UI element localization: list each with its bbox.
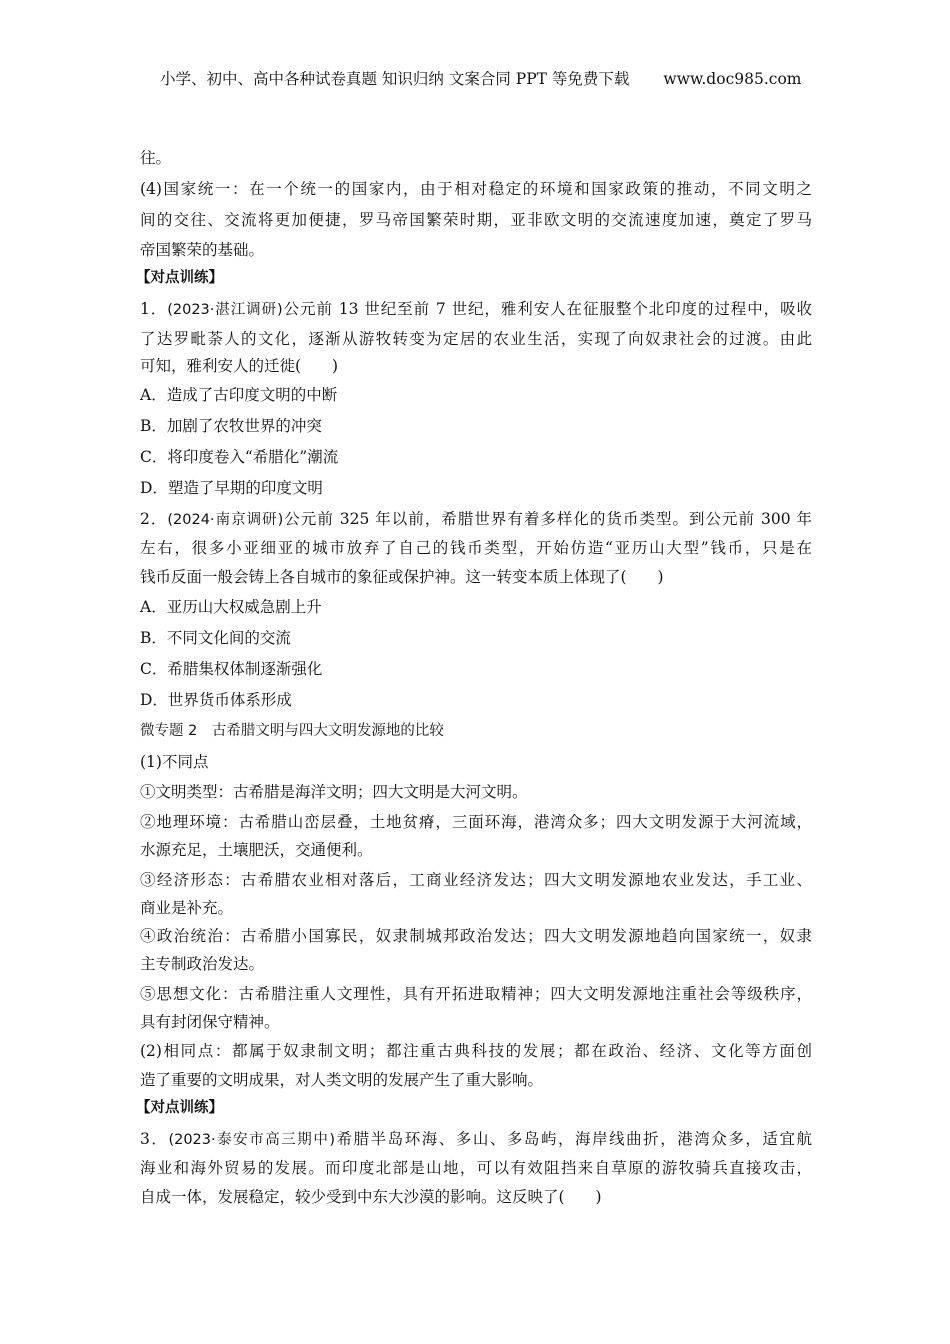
question-source: (2023·泰安市高三期中) bbox=[168, 1132, 336, 1148]
header-url: www.doc985.com bbox=[663, 70, 802, 88]
practice-heading: 【对点训练】 bbox=[136, 270, 223, 286]
text-line: ②地理环境：古希腊山峦层叠，土地贫瘠，三面环海，港湾众多；四大文明发源于大河流域， bbox=[140, 813, 812, 831]
text-line: 公元前 13 世纪至前 7 世纪，雅利安人在征服整个北印度的过程中，吸收 bbox=[282, 300, 812, 318]
text-line: 间的交往、交流将更加便捷，罗马帝国繁荣时期，亚非欧文明的交流速度加速，奠定了罗马 bbox=[140, 211, 812, 229]
text-line: 海业和海外贸易的发展。而印度北部是山地，可以有效阻挡来自草原的游牧骑兵直接攻击， bbox=[140, 1159, 812, 1177]
option-a: A．亚历山大权威急剧上升 bbox=[140, 598, 322, 616]
text-line: 主专制政治发达。 bbox=[140, 955, 265, 973]
text-line: 公元前 325 年以前，希腊世界有着多样化的货币类型。到公元前 300 年 bbox=[283, 510, 812, 528]
text-line: 帝国繁荣的基础。 bbox=[140, 241, 265, 259]
topic-title: 微专题 2 古希腊文明与四大文明发源地的比较 bbox=[140, 723, 444, 739]
question-1 bbox=[140, 298, 812, 320]
text-line: ③经济形态：古希腊农业相对落后，工商业经济发达；四大文明发源地农业发达，手工业、 bbox=[140, 871, 812, 889]
option-c: C．将印度卷入“希腊化”潮流 bbox=[140, 448, 339, 466]
text-line: ⑤思想文化：古希腊注重人文理性，具有开拓进取精神；四大文明发源地注重社会等级秩序， bbox=[140, 985, 812, 1003]
option-d: D．塑造了早期的印度文明 bbox=[140, 479, 323, 497]
question-source: (2024·南京调研) bbox=[167, 512, 284, 528]
question-number: 3． bbox=[140, 1130, 169, 1148]
text-line: 具有封闭保守精神。 bbox=[140, 1013, 280, 1031]
option-b: B．加剧了农牧世界的冲突 bbox=[140, 417, 322, 435]
text-line: 自成一体，发展稳定，较少受到中东大沙漠的影响。这反映了( ) bbox=[140, 1188, 602, 1206]
text-line: 钱币反面一般会铸上各自城市的象征或保护神。这一转变本质上体现了( ) bbox=[140, 568, 664, 586]
text-line: 造了重要的文明成果，对人类文明的发展产生了重大影响。 bbox=[140, 1071, 544, 1089]
question-2 bbox=[140, 508, 812, 530]
text-line: 了达罗毗荼人的文化，逐渐从游牧转变为定居的农业生活，实现了向奴隶社会的过渡。由此 bbox=[140, 330, 812, 348]
page-header bbox=[160, 68, 801, 90]
option-d: D．世界货币体系形成 bbox=[140, 691, 292, 709]
practice-heading: 【对点训练】 bbox=[136, 1100, 223, 1116]
header-text: 小学、初中、高中各种试卷真题 知识归纳 文案合同 PPT 等免费下载 bbox=[160, 70, 630, 88]
option-b: B．不同文化间的交流 bbox=[140, 629, 291, 647]
question-3 bbox=[140, 1128, 812, 1150]
text-line: ④政治统治：古希腊小国寡民，奴隶制城邦政治发达；四大文明发源地趋向国家统一，奴隶 bbox=[140, 927, 812, 945]
section-heading: (1)不同点 bbox=[140, 753, 209, 771]
option-a: A．造成了古印度文明的中断 bbox=[140, 386, 338, 404]
text-line: 商业是补充。 bbox=[140, 899, 234, 917]
text-line: 左右，很多小亚细亚的城市放弃了自己的钱币类型，开始仿造“亚历山大型”钱币，只是在 bbox=[140, 539, 812, 557]
question-number: 2． bbox=[140, 510, 168, 528]
text-line: 往。 bbox=[140, 149, 172, 167]
text-line: 希腊半岛环海、多山、多岛屿，海岸线曲折，港湾众多，适宜航 bbox=[335, 1130, 812, 1148]
text-line: ①文明类型：古希腊是海洋文明；四大文明是大河文明。 bbox=[140, 783, 528, 801]
text-line: (2)相同点：都属于奴隶制文明；都注重古典科技的发展；都在政治、经济、文化等方面创 bbox=[140, 1042, 812, 1060]
text-line: 可知，雅利安人的迁徙( ) bbox=[140, 357, 339, 375]
question-number: 1． bbox=[140, 300, 168, 318]
text-line: (4)国家统一：在一个统一的国家内，由于相对稳定的环境和国家政策的推动，不同文明之 bbox=[140, 180, 812, 198]
text-line: 水源充足，土壤肥沃，交通便利。 bbox=[140, 841, 373, 859]
question-source: (2023·湛江调研) bbox=[167, 302, 283, 318]
option-c: C．希腊集权体制逐渐强化 bbox=[140, 660, 323, 678]
